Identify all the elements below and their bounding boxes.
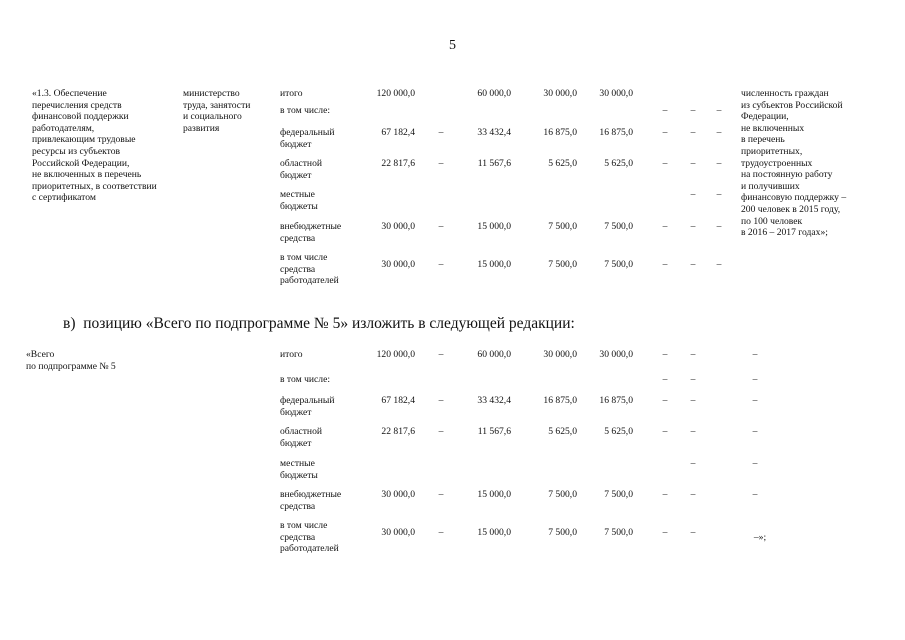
table1-row-1-label: в том числе:: [280, 105, 331, 116]
table2-row-6-c5: 7 500,0: [604, 527, 633, 538]
table1-row-3-d2: –: [690, 158, 696, 169]
table1-row-2-c3: 33 432,4: [477, 127, 511, 138]
table2-row-3-c4: 5 625,0: [548, 426, 577, 437]
table2-row-1-d3: –: [752, 374, 758, 385]
table2-row-2-d2: –: [690, 395, 696, 406]
table1-row-6-c4: 7 500,0: [548, 259, 577, 270]
table1-row-5-label: внебюджетные средства: [280, 221, 342, 244]
table1-row-5-c3: 15 000,0: [477, 221, 511, 232]
table2-row-1-label: в том числе:: [280, 374, 331, 385]
table1-row-2-c5: 16 875,0: [599, 127, 633, 138]
table1-row-2-label: федеральный бюджет: [280, 127, 335, 150]
table2-row-0-c2: –: [438, 349, 444, 360]
table2-row-0-c4: 30 000,0: [543, 349, 577, 360]
table2-row-3-d1: –: [662, 426, 668, 437]
table1-row-5-d3: –: [716, 221, 722, 232]
table1-row-5-c2: –: [438, 221, 444, 232]
table2-row-5-c5: 7 500,0: [604, 489, 633, 500]
table2-row-6-d3: –»;: [753, 532, 767, 543]
table1-row-0-c5: 30 000,0: [599, 88, 633, 99]
table2-row-6-c2: –: [438, 527, 444, 538]
table1-row-5-total: 30 000,0: [381, 221, 415, 232]
table2-row-2-c3: 33 432,4: [477, 395, 511, 406]
table2-measure: «Всего по подпрограмме № 5: [26, 349, 116, 372]
table1-row-2-total: 67 182,4: [381, 127, 415, 138]
table2-row-5-c4: 7 500,0: [548, 489, 577, 500]
table1-row-2-d3: –: [716, 127, 722, 138]
table2-row-2-total: 67 182,4: [381, 395, 415, 406]
table1-row-5-c5: 7 500,0: [604, 221, 633, 232]
table2-row-2-d3: –: [752, 395, 758, 406]
table1-row-3-label: областной бюджет: [280, 158, 323, 181]
table2-row-4-d2: –: [690, 458, 696, 469]
table2-row-3-d2: –: [690, 426, 696, 437]
table2-row-5-d2: –: [690, 489, 696, 500]
table2-row-2-c2: –: [438, 395, 444, 406]
table2-row-0-d3: –: [752, 349, 758, 360]
table2-row-5-d3: –: [752, 489, 758, 500]
table1-row-6-c2: –: [438, 259, 444, 270]
table1-row-6-label: в том числе средства работодателей: [280, 252, 339, 287]
page-number: 5: [449, 38, 456, 53]
table1-row-3-d1: –: [662, 158, 668, 169]
table1-row-5-d2: –: [690, 221, 696, 232]
table2-row-0-c5: 30 000,0: [599, 349, 633, 360]
table2-row-3-label: областной бюджет: [280, 426, 323, 449]
table2-row-0-label: итого: [280, 349, 303, 360]
table1-row-2-c2: –: [438, 127, 444, 138]
table1-row-3-total: 22 817,6: [381, 158, 415, 169]
table1-row-1-d1: –: [662, 105, 668, 116]
table1-row-2-d2: –: [690, 127, 696, 138]
table1-row-3-d3: –: [716, 158, 722, 169]
table1-row-3-c3: 11 567,6: [477, 158, 511, 169]
table2-row-4-d3: –: [752, 458, 758, 469]
table1-indicator: численность граждан из субъектов Российской Федерации, не включенных в перечень приоритетных, трудоустроенных на постоянную работу и получивших финансовую поддержку – 200 человек в 2015 году, по 100 человек в 2016 – 2017 годах»;: [741, 88, 847, 239]
table2-row-0-total: 120 000,0: [376, 349, 415, 360]
table2-row-0-d1: –: [662, 349, 668, 360]
table1-row-2-d1: –: [662, 127, 668, 138]
table2-row-2-label: федеральный бюджет: [280, 395, 335, 418]
table1-measure: «1.3. Обеспечение перечисления средств финансовой поддержки работодателям, привлекающим трудовые ресурсы из субъектов Российской Федерации, не включенных в перечень приоритетных, в соответствии с сертификатом: [32, 88, 157, 204]
table1-row-5-d1: –: [662, 221, 668, 232]
table2-row-5-d1: –: [662, 489, 668, 500]
table1-row-0-c4: 30 000,0: [543, 88, 577, 99]
table2-row-5-total: 30 000,0: [381, 489, 415, 500]
table1-row-6-c5: 7 500,0: [604, 259, 633, 270]
table1-row-1-d3: –: [716, 105, 722, 116]
table2-row-2-c4: 16 875,0: [543, 395, 577, 406]
table1-row-6-total: 30 000,0: [381, 259, 415, 270]
table1-row-4-label: местные бюджеты: [280, 189, 318, 212]
table2-row-5-c2: –: [438, 489, 444, 500]
table2-row-3-c5: 5 625,0: [604, 426, 633, 437]
table1-row-3-c5: 5 625,0: [604, 158, 633, 169]
table1-row-2-c4: 16 875,0: [543, 127, 577, 138]
table2-row-1-d1: –: [662, 374, 668, 385]
table2-row-5-label: внебюджетные средства: [280, 489, 342, 512]
table2-row-6-d2: –: [690, 527, 696, 538]
table2-row-6-c3: 15 000,0: [477, 527, 511, 538]
table1-executor: министерство труда, занятости и социального развития: [183, 88, 251, 134]
table2-row-5-c3: 15 000,0: [477, 489, 511, 500]
table2-row-3-c2: –: [438, 426, 444, 437]
table2-row-3-c3: 11 567,6: [477, 426, 511, 437]
table1-row-4-d2: –: [690, 189, 696, 200]
table2-row-0-d2: –: [690, 349, 696, 360]
table2-row-6-d1: –: [662, 527, 668, 538]
table2-row-3-total: 22 817,6: [381, 426, 415, 437]
table2-row-6-total: 30 000,0: [381, 527, 415, 538]
table1-row-6-d1: –: [662, 259, 668, 270]
table1-row-1-d2: –: [690, 105, 696, 116]
table2-row-6-label: в том числе средства работодателей: [280, 520, 339, 555]
table1-row-0-total: 120 000,0: [376, 88, 415, 99]
table1-row-3-c2: –: [438, 158, 444, 169]
table1-row-6-c3: 15 000,0: [477, 259, 511, 270]
table1-row-5-c4: 7 500,0: [548, 221, 577, 232]
table1-row-0-label: итого: [280, 88, 303, 99]
table2-row-4-label: местные бюджеты: [280, 458, 318, 481]
table2-row-0-c3: 60 000,0: [477, 349, 511, 360]
table2-row-2-c5: 16 875,0: [599, 395, 633, 406]
table2-row-6-c4: 7 500,0: [548, 527, 577, 538]
table2-row-1-d2: –: [690, 374, 696, 385]
table1-row-3-c4: 5 625,0: [548, 158, 577, 169]
section-heading: в) позицию «Всего по подпрограмме № 5» изложить в следующей редакции:: [63, 315, 575, 332]
table1-row-4-d3: –: [716, 189, 722, 200]
table1-row-0-c3: 60 000,0: [477, 88, 511, 99]
table1-row-6-d2: –: [690, 259, 696, 270]
table2-row-2-d1: –: [662, 395, 668, 406]
table1-row-6-d3: –: [716, 259, 722, 270]
table2-row-3-d3: –: [752, 426, 758, 437]
